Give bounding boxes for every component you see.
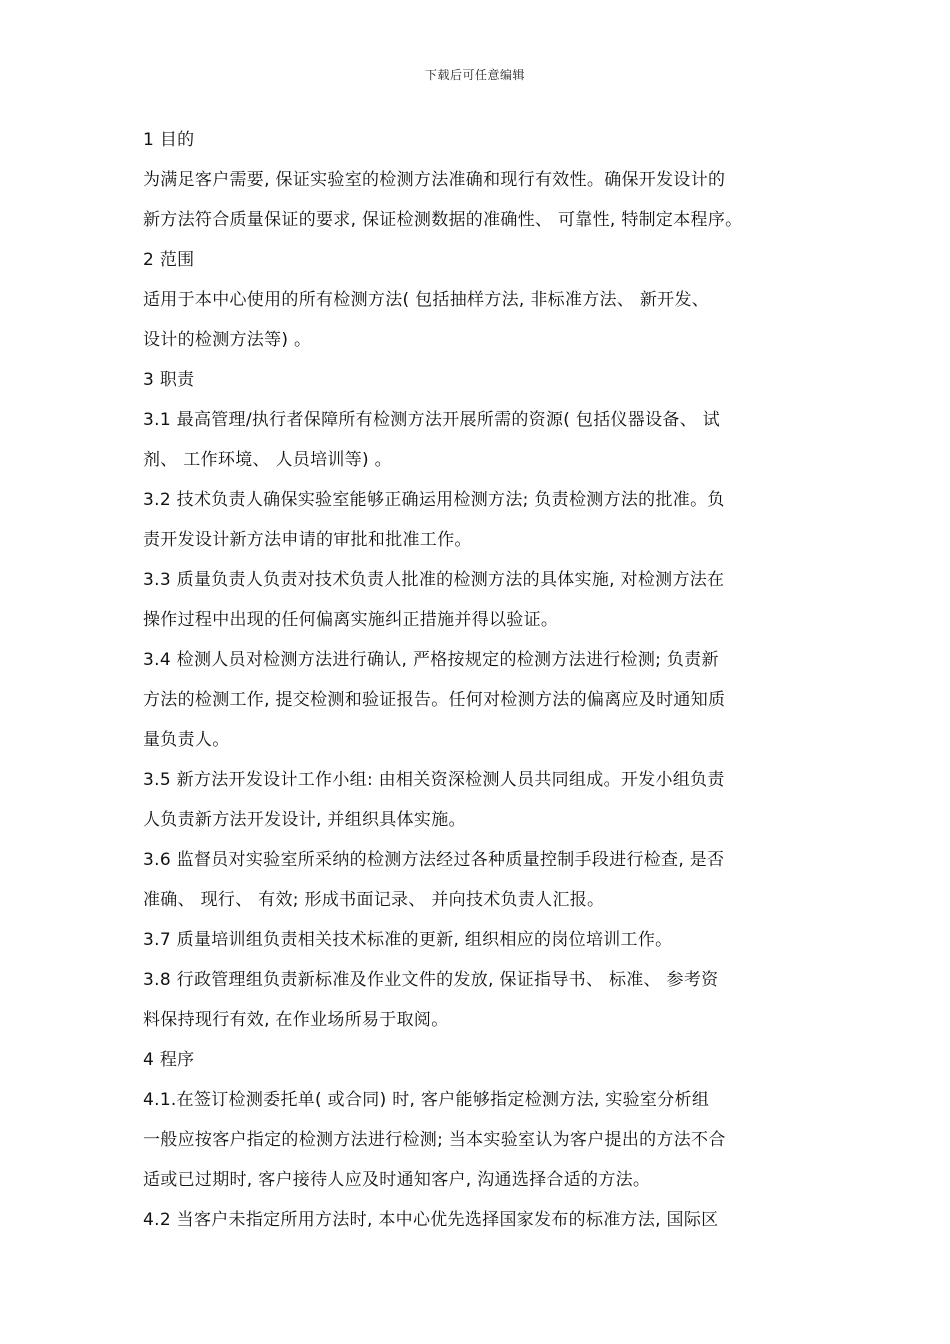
paragraph-line: 责开发设计新方法申请的审批和批准工作。 <box>143 530 472 550</box>
paragraph-line: 3.2 技术负责人确保实验室能够正确运用检测方法; 负责检测方法的批准。负 <box>143 490 725 510</box>
paragraph-line: 4.1.在签订检测委托单( 或合同) 时, 客户能够指定检测方法, 实验室分析组 <box>143 1090 710 1110</box>
paragraph-line: 3.7 质量培训组负责相关技术标准的更新, 组织相应的岗位培训工作。 <box>143 930 673 950</box>
paragraph-line: 量负责人。 <box>143 730 230 750</box>
paragraph-line: 准确、 现行、 有效; 形成书面记录、 并向技术负责人汇报。 <box>143 890 605 910</box>
paragraph-line: 料保持现行有效, 在作业场所易于取阅。 <box>143 1010 449 1030</box>
paragraph-line: 3.8 行政管理组负责新标准及作业文件的发放, 保证指导书、 标准、 参考资 <box>143 970 719 990</box>
paragraph-line: 3.1 最高管理/执行者保障所有检测方法开展所需的资源( 包括仪器设备、 试 <box>143 410 721 430</box>
page-header: 下载后可任意编辑 <box>424 68 525 82</box>
paragraph-line: 适用于本中心使用的所有检测方法( 包括抽样方法, 非标准方法、 新开发、 <box>143 290 710 310</box>
paragraph-line: 新方法符合质量保证的要求, 保证检测数据的准确性、 可靠性, 特制定本程序。 <box>143 210 743 230</box>
section-heading-procedure: 4 程序 <box>143 1050 195 1070</box>
paragraph-line: 4.2 当客户未指定所用方法时, 本中心优先选择国家发布的标准方法, 国际区 <box>143 1210 719 1230</box>
paragraph-line: 剂、 工作环境、 人员培训等) 。 <box>143 450 392 470</box>
paragraph-line: 设计的检测方法等) 。 <box>143 330 312 350</box>
paragraph-line: 3.5 新方法开发设计工作小组: 由相关资深检测人员共同组成。开发小组负责 <box>143 770 725 790</box>
paragraph-line: 为满足客户需要, 保证实验室的检测方法准确和现行有效性。确保开发设计的 <box>143 170 726 190</box>
paragraph-line: 适或已过期时, 客户接待人应及时通知客户, 沟通选择合适的方法。 <box>143 1170 651 1190</box>
section-heading-responsibilities: 3 职责 <box>143 370 195 390</box>
paragraph-line: 操作过程中出现的任何偏离实施纠正措施并得以验证。 <box>143 610 559 630</box>
section-heading-scope: 2 范围 <box>143 250 195 270</box>
paragraph-line: 3.3 质量负责人负责对技术负责人批准的检测方法的具体实施, 对检测方法在 <box>143 570 725 590</box>
paragraph-line: 3.4 检测人员对检测方法进行确认, 严格按规定的检测方法进行检测; 负责新 <box>143 650 719 670</box>
paragraph-line: 方法的检测工作, 提交检测和验证报告。任何对检测方法的偏离应及时通知质 <box>143 690 726 710</box>
paragraph-line: 一般应按客户指定的检测方法进行检测; 当本实验室认为客户提出的方法不合 <box>143 1130 726 1150</box>
paragraph-line: 人负责新方法开发设计, 并组织具体实施。 <box>143 810 466 830</box>
document-body <box>143 120 833 1240</box>
section-heading-purpose: 1 目的 <box>143 130 195 150</box>
paragraph-line: 3.6 监督员对实验室所采纳的检测方法经过各种质量控制手段进行检查, 是否 <box>143 850 725 870</box>
